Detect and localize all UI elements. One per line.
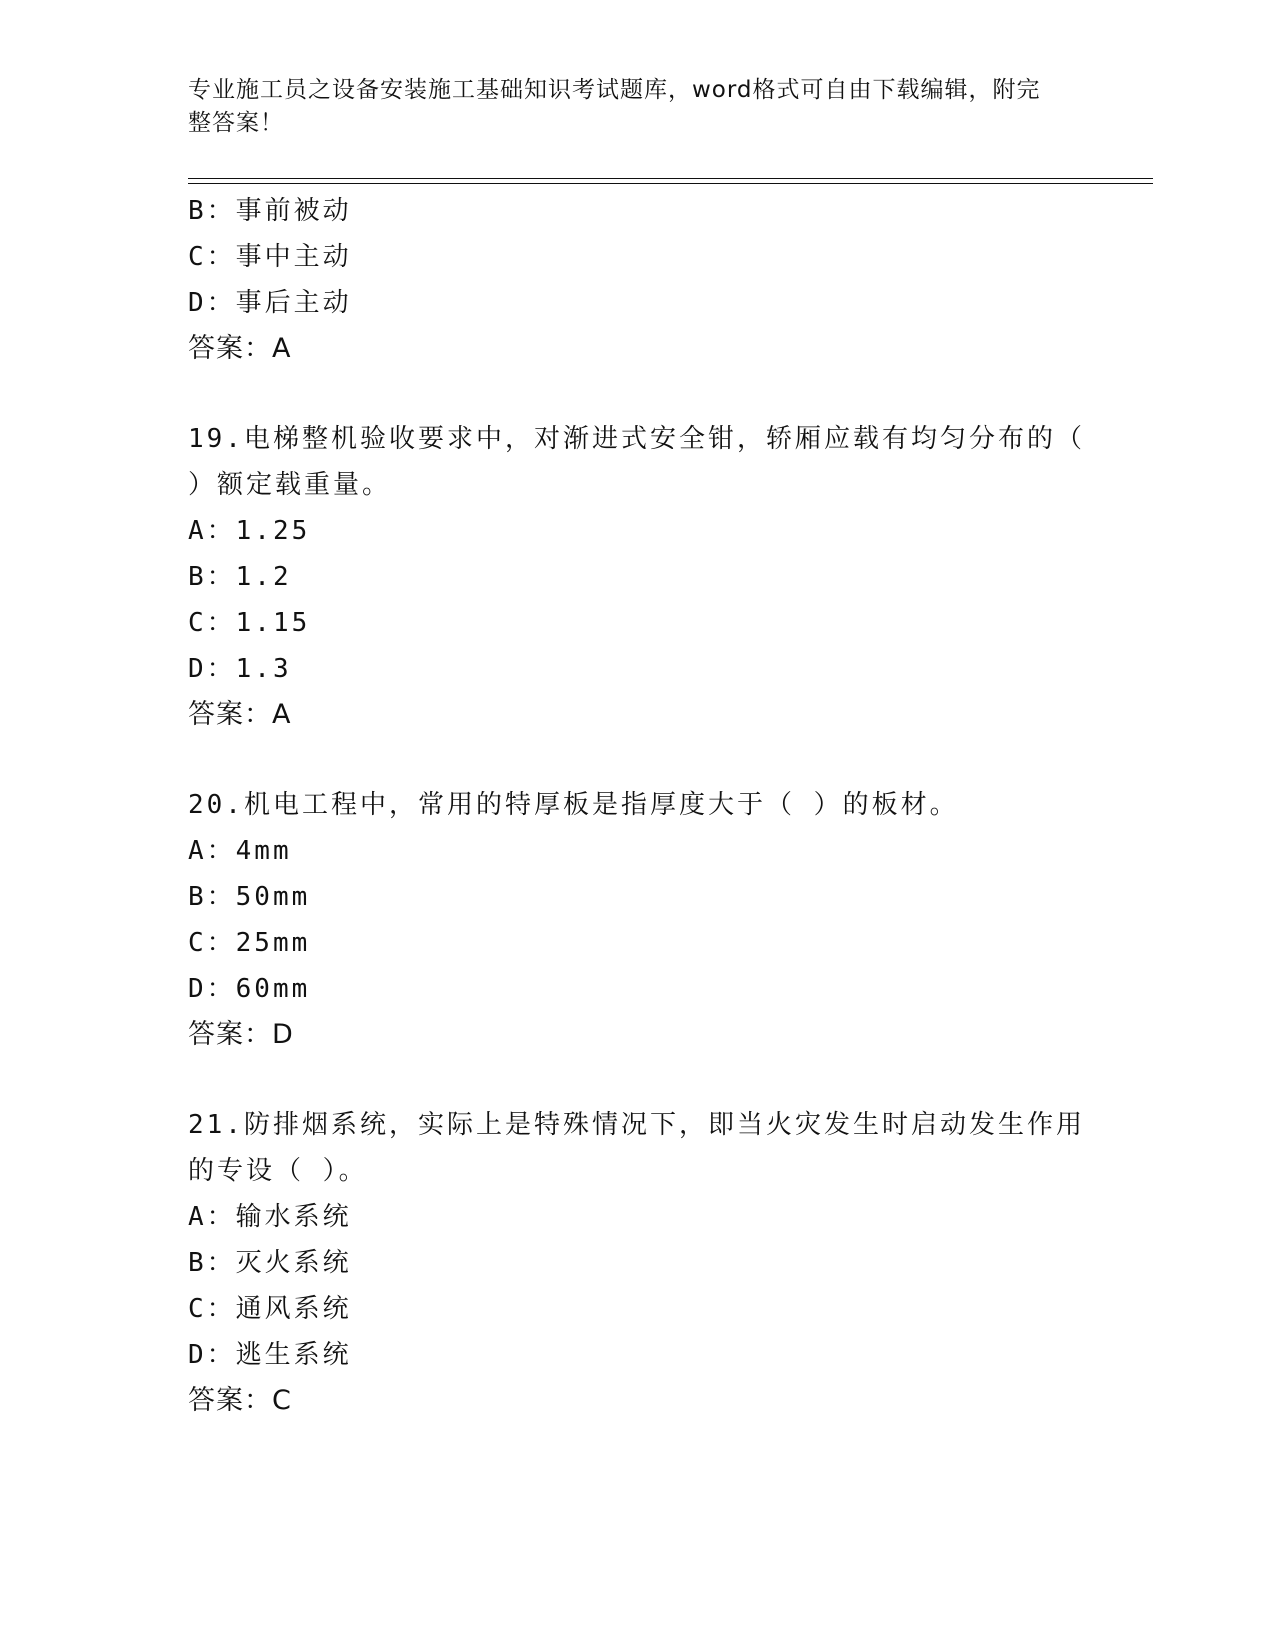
question-18-tail: [188, 188, 1088, 372]
option-a: A：输水系统: [188, 1202, 352, 1232]
question-text-line-2: ）额定载重量。: [188, 470, 392, 500]
option-c: C：1.15: [188, 608, 311, 638]
option-c: C：通风系统: [188, 1294, 352, 1324]
answer: 答案：D: [188, 1019, 294, 1050]
option-c: C：事中主动: [188, 242, 352, 272]
option-b: B：1.2: [188, 562, 292, 592]
header-line-1: 专业施工员之设备安装施工基础知识考试题库，word格式可自由下载编辑，附完: [188, 77, 1041, 103]
answer: 答案：A: [188, 333, 292, 364]
option-b: B：灭火系统: [188, 1248, 352, 1278]
option-d: D：60mm: [188, 974, 311, 1004]
option-d: D：事后主动: [188, 288, 352, 318]
question-20: [188, 782, 1088, 1058]
question-text-line-1: 19.电梯整机验收要求中，对渐进式安全钳，轿厢应载有均匀分布的（: [188, 424, 1085, 454]
question-19: [188, 416, 1088, 738]
question-list: [188, 188, 1088, 1424]
question-text-line-1: 21.防排烟系统，实际上是特殊情况下，即当火灾发生时启动发生作用: [188, 1110, 1085, 1140]
option-a: A：4mm: [188, 836, 292, 866]
header-divider-top: [188, 178, 1153, 179]
answer: 答案：C: [188, 1385, 292, 1416]
answer: 答案：A: [188, 699, 292, 730]
question-21: [188, 1102, 1088, 1424]
question-text-line-2: 的专设（ ）。: [188, 1156, 368, 1186]
header-divider-bottom: [188, 183, 1153, 184]
question-text-line-1: 20.机电工程中，常用的特厚板是指厚度大于（ ）的板材。: [188, 790, 959, 820]
option-b: B：50mm: [188, 882, 311, 912]
option-d: D：1.3: [188, 654, 292, 684]
header-line-2: 整答案！: [188, 110, 284, 136]
option-b: B：事前被动: [188, 196, 352, 226]
document-header: [188, 74, 1068, 140]
option-a: A：1.25: [188, 516, 311, 546]
option-c: C：25mm: [188, 928, 311, 958]
option-d: D：逃生系统: [188, 1340, 352, 1370]
